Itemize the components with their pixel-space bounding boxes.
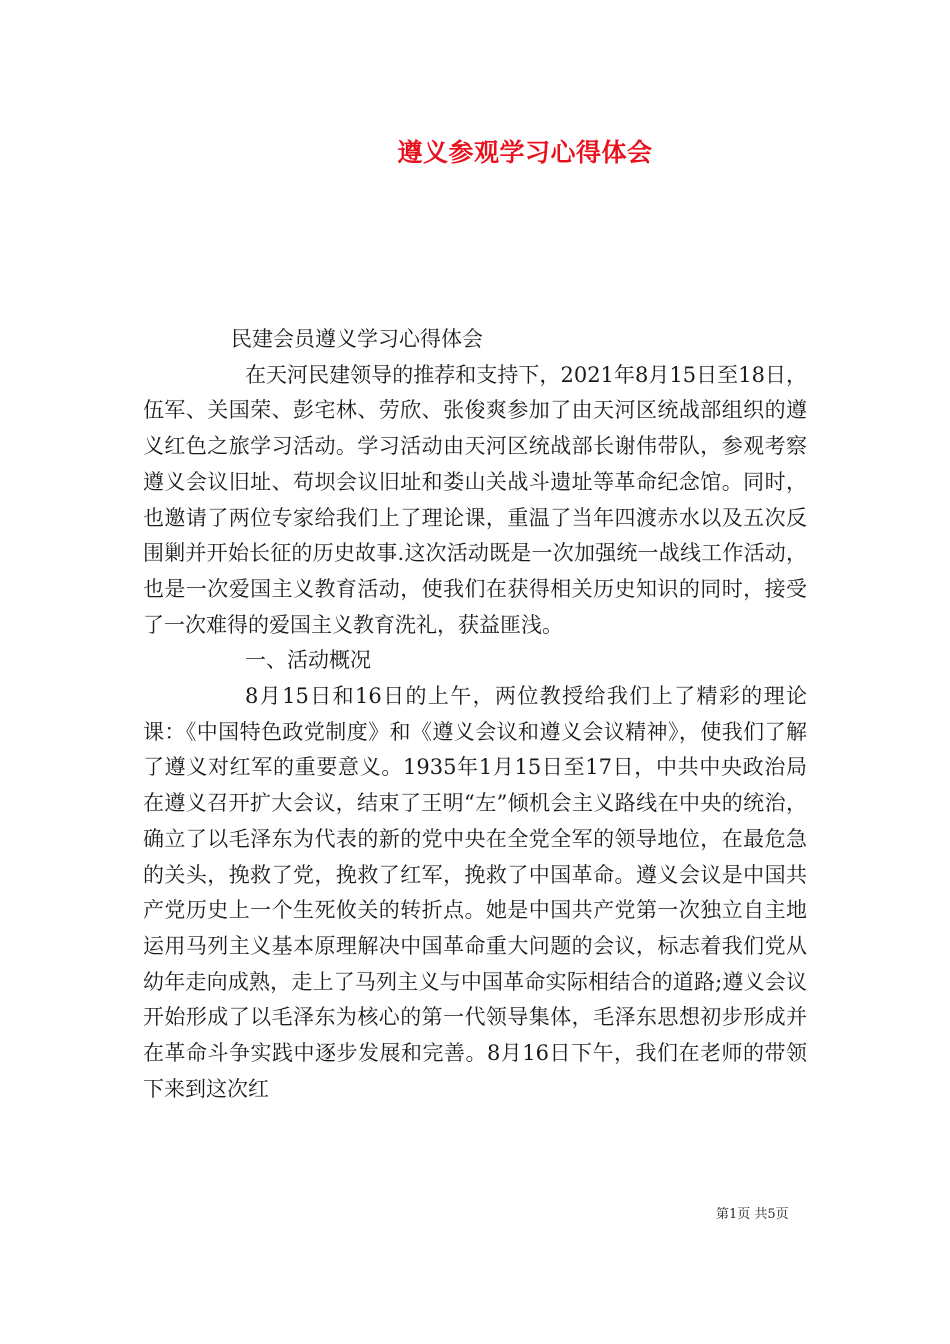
page-number: 第1页 共5页 — [716, 1207, 789, 1222]
document-subtitle: 民建会员遵义学习心得体会 — [231, 327, 483, 351]
document-title: 遵义参观学习心得体会 — [397, 138, 653, 167]
section-heading: 一、活动概况 — [245, 648, 371, 673]
document-body — [143, 322, 807, 1107]
paragraph-activity-overview: 8月15日和16日的上午，两位教授给我们上了精彩的理论课：《中国特色政党制度》和《遵义会议和遵义会议精神》，使我们了解了遵义对红军的重要意义。1935年1月15日至17日，中共中央政治局在遵义召开扩大会议，结束了王明“左”倾机会主义路线在中央的统治，确立了以毛泽东为代表的新的党中央在全党全军的领导地位，在最危急的关头，挽救了党，挽救了红军，挽救了中国革命。遵义会议是中国共产党历史上一个生死攸关的转折点。她是中国共产党第一次独立自主地运用马列主义基本原理解决中国革命重大问题的会议，标志着我们党从幼年走向成熟，走上了马列主义与中国革命实际相结合的道路;遵义会议开始形成了以毛泽东为核心的第一代领导集体，毛泽东思想初步形成并在革命斗争实践中逐步发展和完善。8月16日下午，我们在老师的带领下来到这次红 — [143, 684, 807, 1101]
paragraph-intro: 在天河民建领导的推荐和支持下，2021年8月15日至18日，伍军、关国荣、彭宅林、劳欣、张俊爽参加了由天河区统战部组织的遵义红色之旅学习活动。学习活动由天河区统战部长谢伟带队，参观考察遵义会议旧址、苟坝会议旧址和娄山关战斗遗址等革命纪念馆。同时，也邀请了两位专家给我们上了理论课，重温了当年四渡赤水以及五次反围剿并开始长征的历史故事.这次活动既是一次加强统一战线工作活动，也是一次爱国主义教育活动，使我们在获得相关历史知识的同时，接受了一次难得的爱国主义教育洗礼，获益匪浅。 — [143, 362, 807, 637]
